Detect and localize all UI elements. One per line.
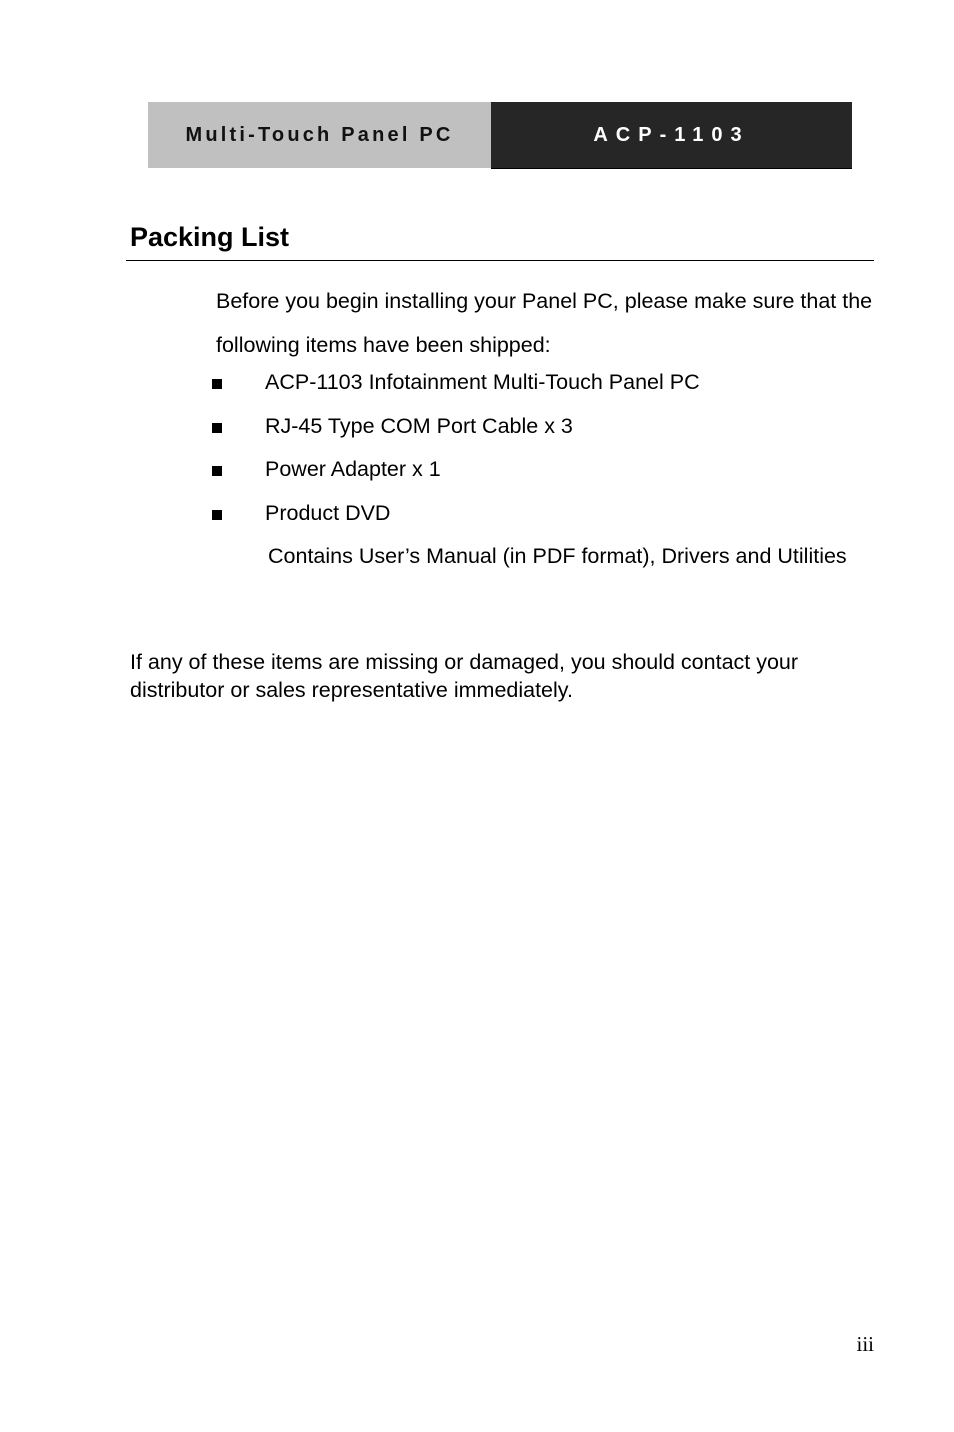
product-category-label: Multi-Touch Panel PC bbox=[148, 102, 491, 168]
model-label: ACP-1103 bbox=[491, 102, 852, 169]
closing-paragraph: If any of these items are missing or damaged, you should contact your distributor or sales representative immediately. bbox=[130, 650, 799, 702]
list-item bbox=[0, 361, 954, 405]
list-item-label: ACP-1103 Infotainment Multi-Touch Panel PC bbox=[265, 370, 700, 394]
square-bullet-icon bbox=[212, 510, 222, 520]
list-item bbox=[0, 448, 954, 492]
list-item-label: RJ-45 Type COM Port Cable x 3 bbox=[265, 413, 573, 438]
section-title: Packing List bbox=[130, 222, 290, 252]
list-item-label: Power Adapter x 1 bbox=[265, 457, 441, 481]
document-header bbox=[148, 102, 852, 169]
intro-paragraph: Before you begin installing your Panel PC, please make sure that the following items have been shipped: bbox=[216, 289, 873, 357]
packing-list bbox=[0, 361, 954, 535]
square-bullet-icon bbox=[212, 423, 222, 433]
title-divider bbox=[126, 260, 874, 261]
list-item bbox=[0, 405, 954, 449]
list-item-label: Product DVD bbox=[265, 500, 391, 525]
page-number: iii bbox=[856, 1332, 874, 1356]
square-bullet-icon bbox=[212, 379, 222, 389]
square-bullet-icon bbox=[212, 466, 222, 476]
list-item bbox=[0, 492, 954, 536]
dvd-contents-note: Contains User’s Manual (in PDF format), Drivers and Utilities bbox=[268, 544, 847, 568]
